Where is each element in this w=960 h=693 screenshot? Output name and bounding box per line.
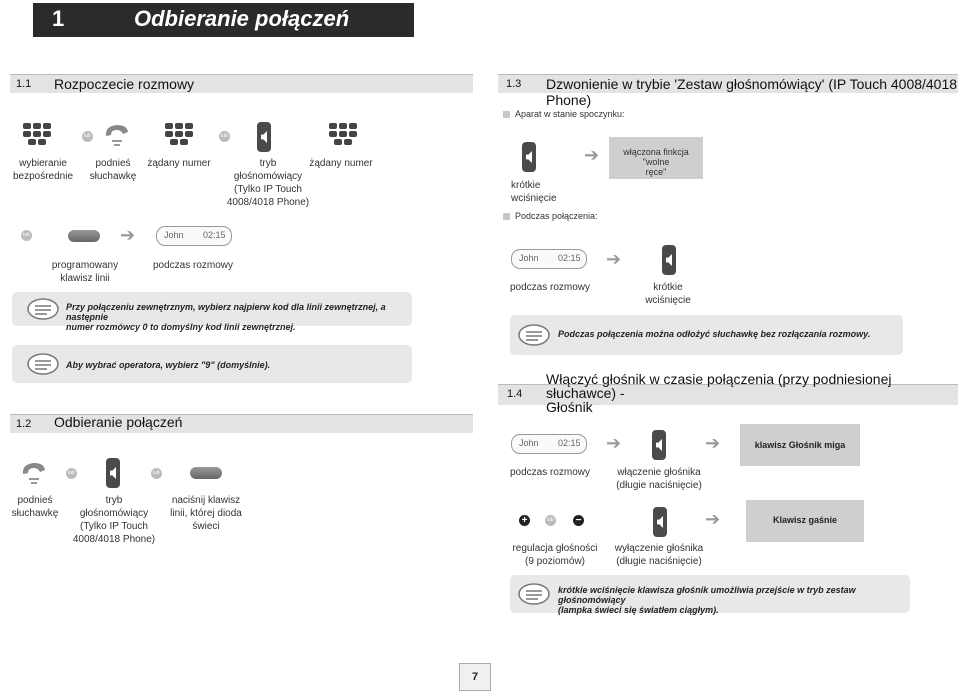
step-label: podnieś słuchawkę xyxy=(11,495,59,519)
section-title: Włączyć głośnik w czasie połączenia (przy podniesionej słuchawce) - Głośnik xyxy=(546,371,892,415)
note-icon xyxy=(26,352,60,376)
line-key-icon xyxy=(190,467,222,479)
line-key-icon xyxy=(68,230,100,242)
step-label: krótkie wciśnięcie xyxy=(511,180,557,204)
note-icon xyxy=(517,323,551,347)
handset-icon xyxy=(103,122,131,148)
section-number: 1.3 xyxy=(506,78,522,90)
or-circle-icon: lub xyxy=(545,515,556,526)
note-icon xyxy=(517,582,551,606)
arrow-right-icon: ➔ xyxy=(120,225,136,245)
step-label: podczas rozmowy xyxy=(510,282,591,293)
step-label: regulacja głośności (9 poziomów) xyxy=(512,543,598,567)
keypad-icon xyxy=(22,122,52,146)
step-label: podnieś słuchawkę xyxy=(89,158,137,182)
or-circle-icon: lub xyxy=(82,131,93,142)
speaker-key-icon xyxy=(653,507,667,537)
keypad-icon xyxy=(328,122,358,146)
page-number: 7 xyxy=(459,663,491,691)
phone-display: John 02:15 xyxy=(156,226,232,246)
section-number: 1.1 xyxy=(16,78,32,90)
step-label: krótkie wciśnięcie xyxy=(645,282,691,306)
step-label: programowany klawisz linii xyxy=(51,260,119,284)
bullet-text: Aparat w stanie spoczynku: xyxy=(515,109,625,119)
handset-icon xyxy=(20,460,48,486)
section-number: 1.4 xyxy=(507,388,523,400)
section-title: Rozpoczecie rozmowy xyxy=(54,76,195,92)
step-label: wybieranie bezpośrednie xyxy=(12,158,74,182)
speaker-key-icon xyxy=(662,245,676,275)
or-circle-icon: lub xyxy=(219,131,230,142)
arrow-right-icon: ➔ xyxy=(705,433,721,453)
speaker-key-icon xyxy=(652,430,666,460)
chapter-title: Odbieranie połączeń xyxy=(134,6,350,31)
phone-display: John 02:15 xyxy=(511,434,587,454)
step-label: wyłączenie głośnika (długie naciśnięcie) xyxy=(614,543,704,567)
speaker-key-icon xyxy=(522,142,536,172)
step-label: podczas rozmowy xyxy=(152,260,234,271)
arrow-right-icon: ➔ xyxy=(606,433,622,453)
or-circle-icon: lub xyxy=(151,468,162,479)
chapter-number: 1 xyxy=(52,6,65,31)
note-text: Aby wybrać operatora, wybierz "9" (domyślnie). xyxy=(66,360,271,370)
section-title: Dzwonienie w trybie 'Zestaw głośnomówiący' (IP Touch 4008/4018 Phone) xyxy=(546,76,958,108)
result-box-text: włączona finkcja "wolne ręce" xyxy=(623,147,689,177)
bullet-text: Podczas połączenia: xyxy=(515,211,598,221)
note-text: Przy połączeniu zewnętrznym, wybierz najpierw kod dla linii zewnętrznej, a następnie numer rozmówcy 0 to domyślny kod linii zewnętrznej. xyxy=(66,302,386,332)
speaker-key-icon xyxy=(106,458,120,488)
step-label: żądany numer xyxy=(309,158,373,169)
keypad-icon xyxy=(164,122,194,146)
step-label: włączenie głośnika (długie naciśnięcie) xyxy=(616,467,702,491)
arrow-right-icon: ➔ xyxy=(606,249,622,269)
step-label: tryb głośnomówiący (Tylko IP Touch 4008/4018 Phone) xyxy=(226,158,310,208)
bullet xyxy=(503,111,510,118)
result-box-text: klawisz Głośnik miga xyxy=(754,440,846,450)
volume-down-icon: − xyxy=(573,515,584,526)
or-circle-icon: lub xyxy=(21,230,32,241)
note-text: Podczas połączenia można odłożyć słuchawkę bez rozłączania rozmowy. xyxy=(558,329,871,339)
step-label: żądany numer xyxy=(147,158,211,169)
arrow-right-icon: ➔ xyxy=(584,145,600,165)
note-text: krótkie wciśnięcie klawisza głośnik umożliwia przejście w tryb zestaw głośnomówiący (lampka świeci się światłem ciągłym). xyxy=(558,585,856,615)
or-circle-icon: lub xyxy=(66,468,77,479)
bullet xyxy=(503,213,510,220)
section-number: 1.2 xyxy=(16,418,32,430)
volume-up-icon: + xyxy=(519,515,530,526)
note-icon xyxy=(26,297,60,321)
step-label: naciśnij klawisz linii, której dioda świeci xyxy=(170,495,242,532)
arrow-right-icon: ➔ xyxy=(705,509,721,529)
result-box-text: Klawisz gaśnie xyxy=(772,515,838,525)
section-title: Odbieranie połączeń xyxy=(54,414,183,430)
phone-display: John 02:15 xyxy=(511,249,587,269)
speaker-key-icon xyxy=(257,122,271,152)
step-label: podczas rozmowy xyxy=(510,467,591,478)
step-label: tryb głośnomówiący (Tylko IP Touch 4008/4018 Phone) xyxy=(72,495,156,545)
